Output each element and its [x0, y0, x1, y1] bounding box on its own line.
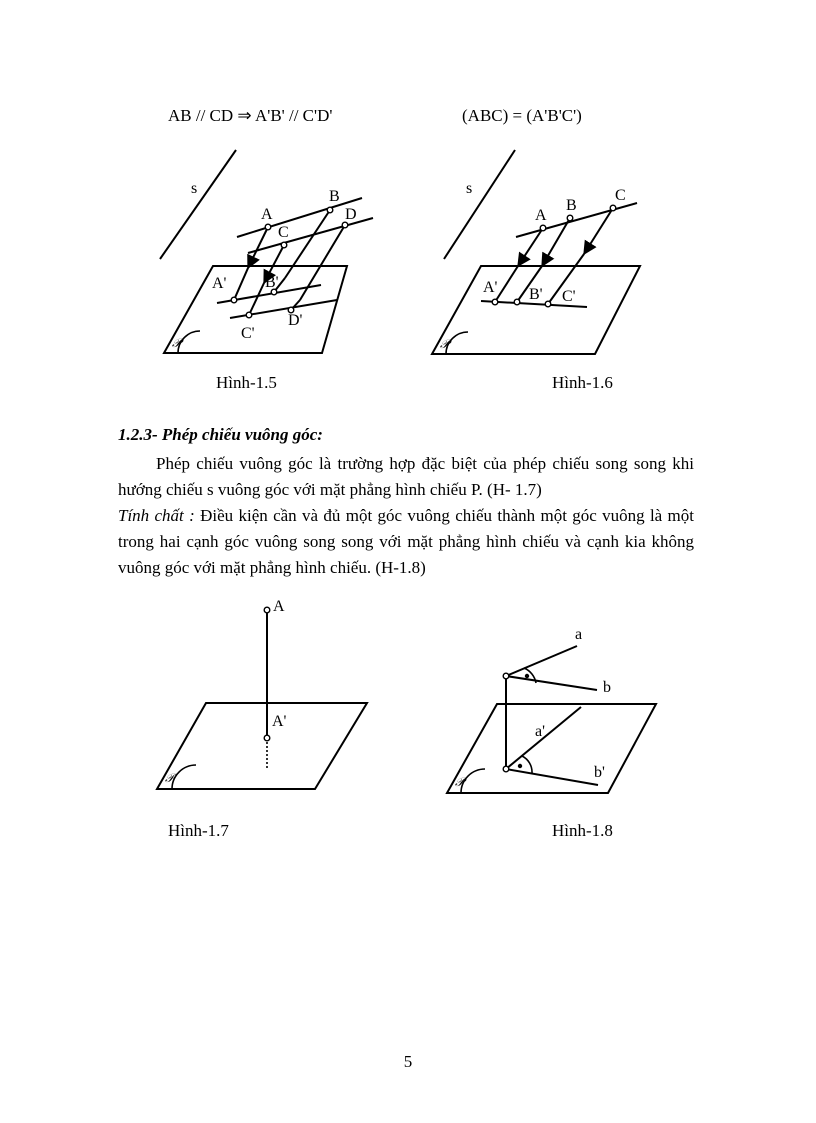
line-ab — [237, 198, 362, 237]
label-a1-fig16: A' — [483, 279, 498, 296]
label-a-fig17: A — [273, 598, 285, 615]
plane-symbol-fig17: 𝒫 — [165, 771, 174, 785]
label-c-fig15: C — [278, 224, 289, 241]
direction-s-fig16 — [444, 150, 515, 259]
label-a-fig18: a — [575, 626, 583, 643]
paragraph-definition: Phép chiếu vuông góc là trường hợp đặc biệt của phép chiếu song song khi hướng chiếu s vuông góc với mặt phẳng hình chiếu P. (H- 1.7) — [118, 454, 694, 499]
caption-fig-1-8: Hình-1.8 — [552, 821, 613, 840]
labels-fig17 — [165, 598, 287, 785]
label-c1-fig15: C' — [241, 325, 255, 342]
plane-p-fig15 — [164, 266, 347, 353]
section-heading: 1.2.3- Phép chiếu vuông góc: — [118, 425, 323, 444]
plane-symbol-fig18: 𝒫 — [455, 775, 464, 789]
label-d-fig15: D — [345, 206, 357, 223]
label-b-fig15: B — [329, 188, 340, 205]
label-d1-fig15: D' — [288, 312, 303, 329]
ray-a — [506, 646, 577, 676]
label-c-fig16: C — [615, 187, 626, 204]
label-a1-fig15: A' — [212, 275, 227, 292]
plane-p-fig16 — [432, 266, 640, 354]
caption-fig-1-7: Hình-1.7 — [168, 821, 229, 840]
label-c1-fig16: C' — [562, 288, 576, 305]
label-b-fig18: b — [603, 679, 611, 696]
property-label: Tính chất : — [118, 506, 195, 525]
label-b1-fig18: b' — [594, 764, 605, 781]
line-cd — [248, 218, 373, 253]
formula-fig-1-5: AB // CD ⇒ A'B' // C'D' — [168, 106, 333, 125]
label-s-fig16: s — [466, 180, 473, 197]
plane-symbol-fig15: 𝒫 — [172, 336, 181, 350]
ray-b1 — [506, 769, 598, 785]
caption-fig-1-6: Hình-1.6 — [552, 373, 613, 392]
label-b1-fig16: B' — [529, 286, 543, 303]
figure-1-7 — [157, 607, 367, 789]
ray-b — [506, 676, 597, 690]
paragraph-property — [118, 503, 694, 581]
label-s-fig15: s — [191, 180, 198, 197]
label-a1-fig17: A' — [272, 713, 287, 730]
proj-c-fig16 — [584, 208, 613, 254]
label-a1-fig18: a' — [535, 723, 545, 740]
label-b1-fig15: B' — [265, 274, 279, 291]
plane-p-fig18 — [447, 704, 656, 793]
direction-s-fig15 — [160, 150, 236, 259]
labels-fig18 — [455, 626, 611, 789]
caption-fig-1-5: Hình-1.5 — [216, 373, 277, 392]
property-text: Điều kiện cần và đủ một góc vuông chiếu thành một góc vuông là một trong hai cạnh góc vuông song song với mặt phẳng hình chiếu và cạnh kia không vuông góc với mặt phẳng hình chiếu. (H-1.8) — [118, 506, 695, 577]
label-a-fig16: A — [535, 207, 547, 224]
figure-1-6 — [432, 150, 640, 354]
plane-symbol-fig16: 𝒫 — [440, 337, 449, 351]
formula-fig-1-6: (ABC) = (A'B'C') — [462, 106, 582, 125]
plane-p-fig17 — [157, 703, 367, 789]
page-number: 5 — [403, 1052, 413, 1071]
figure-1-8 — [447, 646, 656, 793]
label-a-fig15: A — [261, 206, 273, 223]
label-b-fig16: B — [566, 197, 577, 214]
